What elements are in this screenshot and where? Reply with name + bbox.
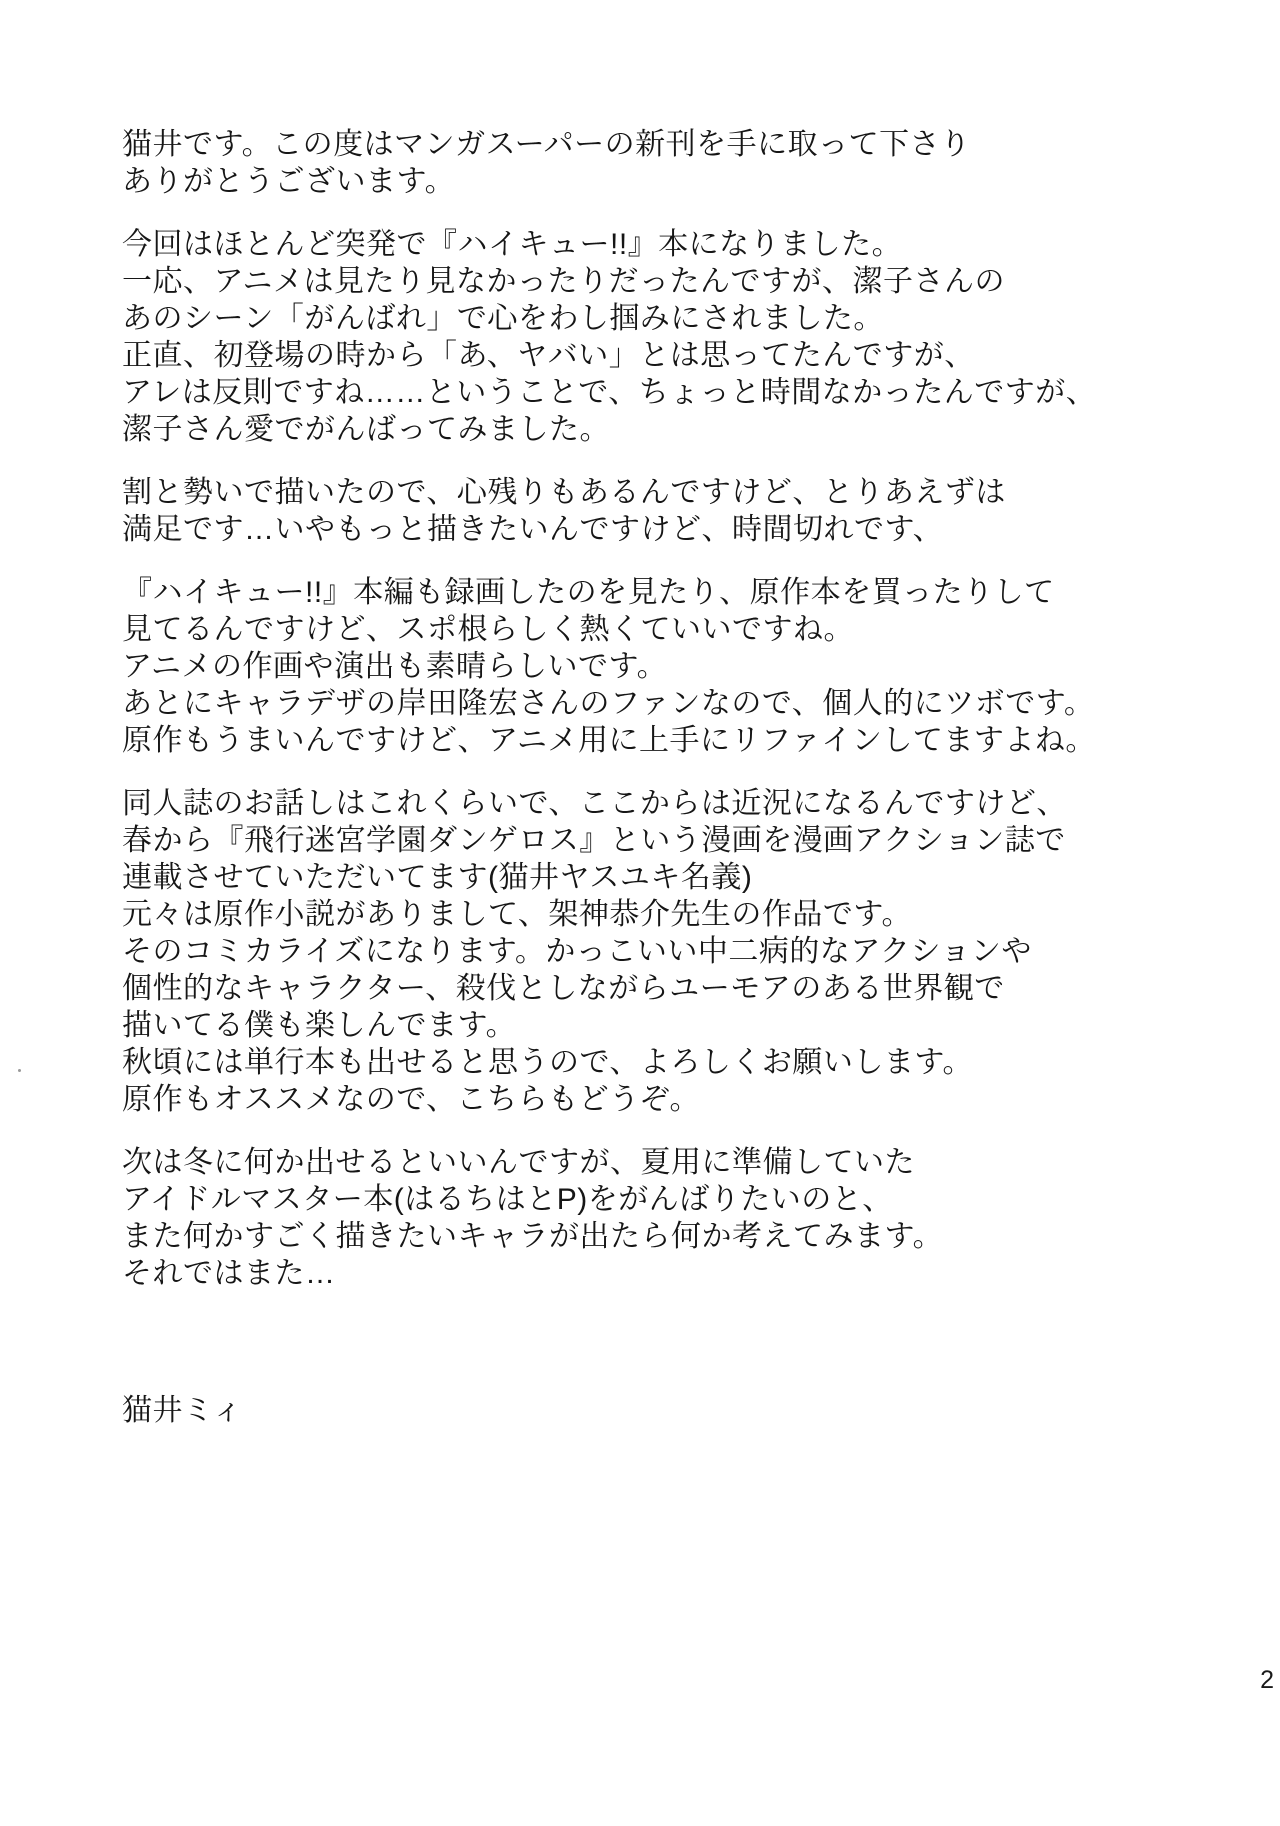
paragraph xyxy=(122,785,1172,1118)
text-line: あとにキャラデザの岸田隆宏さんのファンなので、個人的にツボです。 xyxy=(122,687,1095,720)
paragraph xyxy=(122,474,1172,548)
paragraph xyxy=(122,1144,1172,1292)
text-line: また何かすごく描きたいキャラが出たら何か考えてみます。 xyxy=(122,1220,944,1253)
text-line: 原作もうまいんですけど、アニメ用に上手にリファインしてますよね。 xyxy=(122,724,1096,757)
text-line: あのシーン「がんばれ」で心をわし掴みにされました。 xyxy=(122,302,884,335)
text-line: 個性的なキャラクター、殺伐としながらユーモアのある世界観で xyxy=(122,972,1005,1005)
text-line: 猫井です。この度はマンガスーパーの新刊を手に取って下さり xyxy=(122,128,971,161)
text-line: 春から『飛行迷宮学園ダンゲロス』という漫画を漫画アクション誌で xyxy=(122,824,1066,857)
text-line: 満足です…いやもっと描きたいんですけど、時間切れです、 xyxy=(122,513,944,546)
text-line: 次は冬に何か出せるといいんですが、夏用に準備していた xyxy=(122,1146,915,1179)
paragraph xyxy=(122,226,1172,448)
text-line: 秋頃には単行本も出せると思うので、よろしくお願いします。 xyxy=(122,1046,973,1079)
text-line: 潔子さん愛でがんばってみました。 xyxy=(122,413,610,446)
text-line: 『ハイキュー!!』本編も録画したのを見たり、原作本を買ったりして xyxy=(122,576,1055,609)
text-line: 連載させていただいてます(猫井ヤスユキ名義) xyxy=(122,861,753,894)
text-line: 一応、アニメは見たり見なかったりだったんですが、潔子さんの xyxy=(122,265,1005,298)
text-line: それではまた… xyxy=(122,1257,336,1290)
text-line: 正直、初登場の時から「あ、ヤバい」とは思ってたんですが、 xyxy=(122,339,975,372)
text-line: 今回はほとんど突発で『ハイキュー!!』本になりました。 xyxy=(122,228,903,261)
text-line: 元々は原作小説がありまして、架神恭介先生の作品です。 xyxy=(122,898,912,931)
paragraph xyxy=(122,126,1172,200)
scan-artifact-dot xyxy=(18,1069,21,1072)
paragraph-list xyxy=(122,126,1172,1292)
text-line: アイドルマスター本(はるちはとP)をがんばりたいのと、 xyxy=(122,1183,893,1216)
afterword-text xyxy=(122,126,1172,1429)
signature: 猫井ミィ xyxy=(122,1394,243,1427)
text-line: 見てるんですけど、スポ根らしく熱くていいですね。 xyxy=(122,613,854,646)
text-line: 同人誌のお話しはこれくらいで、ここからは近況になるんですけど、 xyxy=(122,787,1067,820)
text-line: 描いてる僕も楽しんでます。 xyxy=(122,1009,517,1042)
text-line: アニメの作画や演出も素晴らしいです。 xyxy=(122,650,668,683)
text-line: アレは反則ですね……ということで、ちょっと時間なかったんですが、 xyxy=(122,376,1097,409)
text-line: そのコミカライズになります。かっこいい中二病的なアクションや xyxy=(122,935,1032,968)
text-line: 原作もオススメなので、こちらもどうぞ。 xyxy=(122,1083,700,1116)
text-line: ありがとうございます。 xyxy=(122,165,456,198)
text-line: 割と勢いで描いたので、心残りもあるんですけど、とりあえずは xyxy=(122,476,1006,509)
page-number: 2 xyxy=(1260,1666,1274,1694)
paragraph xyxy=(122,574,1172,759)
